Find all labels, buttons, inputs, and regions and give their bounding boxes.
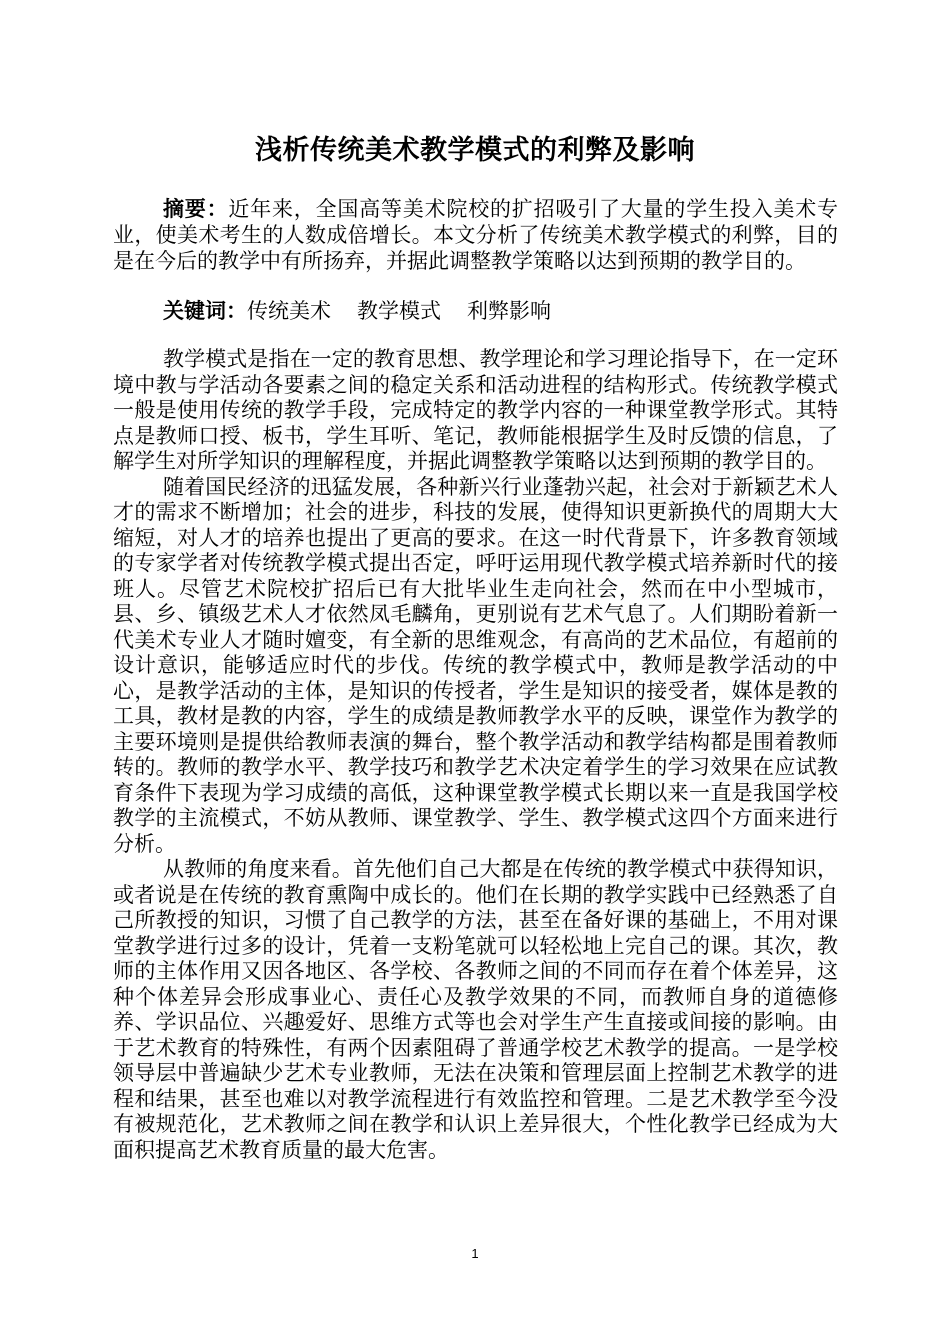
keywords-label: 关键词： <box>163 299 247 323</box>
body-paragraph: 教学模式是指在一定的教育思想、教学理论和学习理论指导下，在一定环境中教与学活动各要素之间的稳定关系和活动进程的结构形式。传统教学模式一般是使用传统的教学手段，完成特定的教学内容的一种课堂教学形式。其特点是教师口授、板书，学生耳听、笔记，教师能根据学生及时反馈的信息，了解学生对所学知识的理解程度，并据此调整教学策略以达到预期的教学目的。 <box>113 347 838 473</box>
keyword-item: 利弊影响 <box>467 299 551 323</box>
abstract-text: 近年来，全国高等美术院校的扩招吸引了大量的学生投入美术专业，使美术考生的人数成倍增长。本文分析了传统美术教学模式的利弊，目的是在今后的教学中有所扬弃，并据此调整教学策略以达到预期的教学目的。 <box>113 197 839 273</box>
keywords <box>163 298 843 324</box>
body-paragraph: 从教师的角度来看。首先他们自己大都是在传统的教学模式中获得知识，或者说是在传统的教育熏陶中成长的。他们在长期的教学实践中已经熟悉了自己所教授的知识，习惯了自己教学的方法，甚至在备好课的基础上，不用对课堂教学进行过多的设计，凭着一支粉笔就可以轻松地上完自己的课。其次，教师的主体作用又因各地区、各学校、各教师之间的不同而存在着个体差异，这种个体差异会形成事业心、责任心及教学效果的不同，而教师自身的道德修养、学识品位、兴趣爱好、思维方式等也会对学生产生直接或间接的影响。由于艺术教育的特殊性，有两个因素阻碍了普通学校艺术教学的提高。一是学校领导层中普遍缺少艺术专业教师，无法在决策和管理层面上控制艺术教学的进程和结果，甚至也难以对教学流程进行有效监控和管理。二是艺术教学至今没有被规范化，艺术教师之间在教学和认识上差异很大，个性化教学已经成为大面积提高艺术教育质量的最大危害。 <box>113 857 838 1162</box>
keyword-item: 传统美术 <box>247 299 331 323</box>
abstract-label: 摘要： <box>163 197 229 221</box>
abstract <box>113 196 838 274</box>
body-paragraph: 随着国民经济的迅猛发展，各种新兴行业蓬勃兴起，社会对于新颖艺术人才的需求不断增加；社会的进步，科技的发展，使得知识更新换代的周期大大缩短，对人才的培养也提出了更高的要求。在这一时代背景下，许多教育领域的专家学者对传统教学模式提出否定，呼吁运用现代教学模式培养新时代的接班人。尽管艺术院校扩招后已有大批毕业生走向社会，然而在中小型城市，县、乡、镇级艺术人才依然凤毛麟角，更别说有艺术气息了。人们期盼着新一代美术专业人才随时嬗变，有全新的思维观念，有高尚的艺术品位，有超前的设计意识，能够适应时代的步伐。传统的教学模式中，教师是教学活动的中心，是教学活动的主体，是知识的传授者，学生是知识的接受者，媒体是教的工具，教材是教的内容，学生的成绩是教师教学水平的反映，课堂作为教学的主要环境则是提供给教师表演的舞台，整个教学活动和教学结构都是围着教师转的。教师的教学水平、教学技巧和教学艺术决定着学生的学习效果在应试教育条件下表现为学习成绩的高低，这种课堂教学模式长期以来一直是我国学校教学的主流模式，不妨从教师、课堂教学、学生、教学模式这四个方面来进行分析。 <box>113 474 838 856</box>
document-title: 浅析传统美术教学模式的利弊及影响 <box>255 135 695 166</box>
page-number: 1 <box>471 1246 479 1261</box>
keyword-item: 教学模式 <box>357 299 441 323</box>
body-text <box>113 347 838 1163</box>
